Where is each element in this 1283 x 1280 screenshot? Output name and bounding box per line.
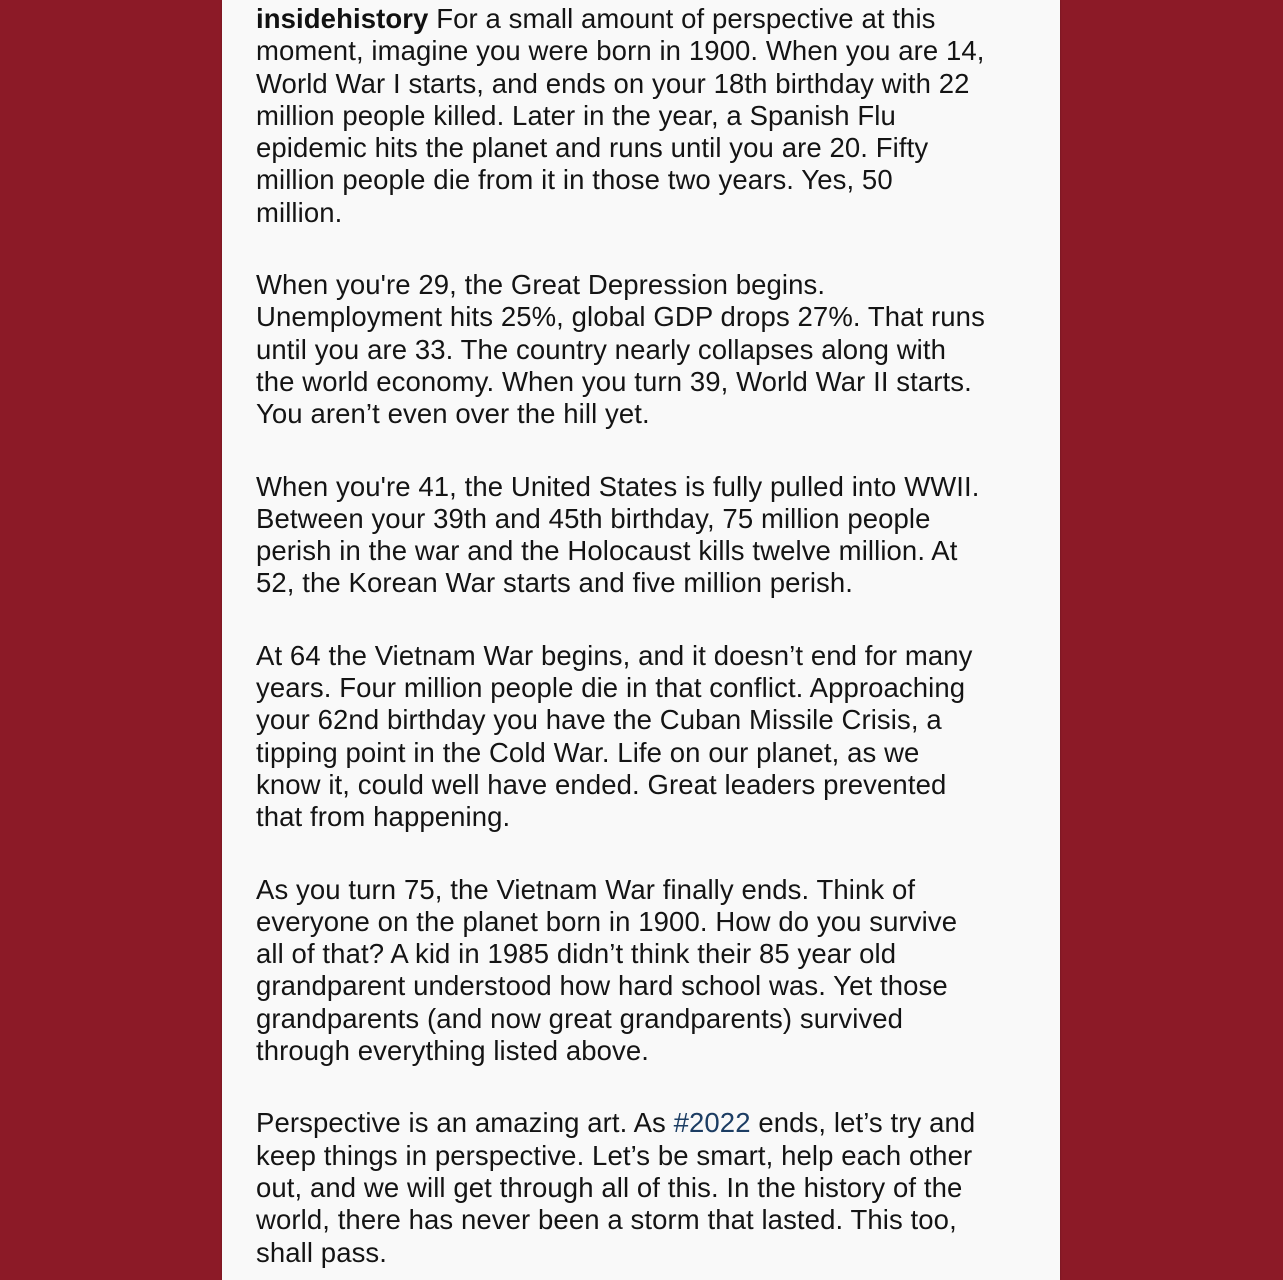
caption-text: ends, let’s try and keep things in perspective. Let’s be smart, help each other out, and we will get through all of this. In the history of the world, there has never been a storm that lasted. This too, shall pass. — [256, 1107, 976, 1268]
caption-paragraph-6 — [256, 1107, 1046, 1268]
post-caption-card — [222, 0, 1060, 1280]
caption-text: For a small amount of perspective at this moment, imagine you were born in 1900. When you are 14, World War I starts, and ends on your 18th birthday with 22 million people killed. Later in the year, a Spanish Flu epidemic hits the planet and runs until you are 20. Fifty million people die from it in those two years. Yes, 50 million. — [256, 3, 985, 228]
hashtag-link[interactable]: #2022 — [673, 1107, 751, 1139]
caption-text: Perspective is an amazing art. As — [256, 1107, 674, 1139]
caption-paragraph-4: At 64 the Vietnam War begins, and it doesn’t end for many years. Four million people die in that conflict. Approaching your 62nd birthday you have the Cuban Missile Crisis, a tipping point in the Cold War. Life on our planet, as we know it, could well have ended. Great leaders prevented that from happening. — [256, 639, 973, 833]
username-link[interactable]: insidehistory — [256, 3, 429, 34]
caption-paragraph-2: When you're 29, the Great Depression begins. Unemployment hits 25%, global GDP drops 27%. That runs until you are 33. The country nearly collapses along with the world economy. When you turn 39, World War II starts. You aren’t even over the hill yet. — [256, 269, 985, 430]
caption-paragraph-1 — [256, 3, 1046, 229]
post-caption — [256, 3, 1046, 1269]
caption-paragraph-3: When you're 41, the United States is fully pulled into WWII. Between your 39th and 45th birthday, 75 million people perish in the war and the Holocaust kills twelve million. At 52, the Korean War starts and five million perish. — [256, 470, 980, 599]
caption-paragraph-5: As you turn 75, the Vietnam War finally ends. Think of everyone on the planet born in 1900. How do you survive all of that? A kid in 1985 didn’t think their 85 year old grandparent understood how hard school was. Yet those grandparents (and now great grandparents) survived through everything listed above. — [256, 873, 958, 1067]
